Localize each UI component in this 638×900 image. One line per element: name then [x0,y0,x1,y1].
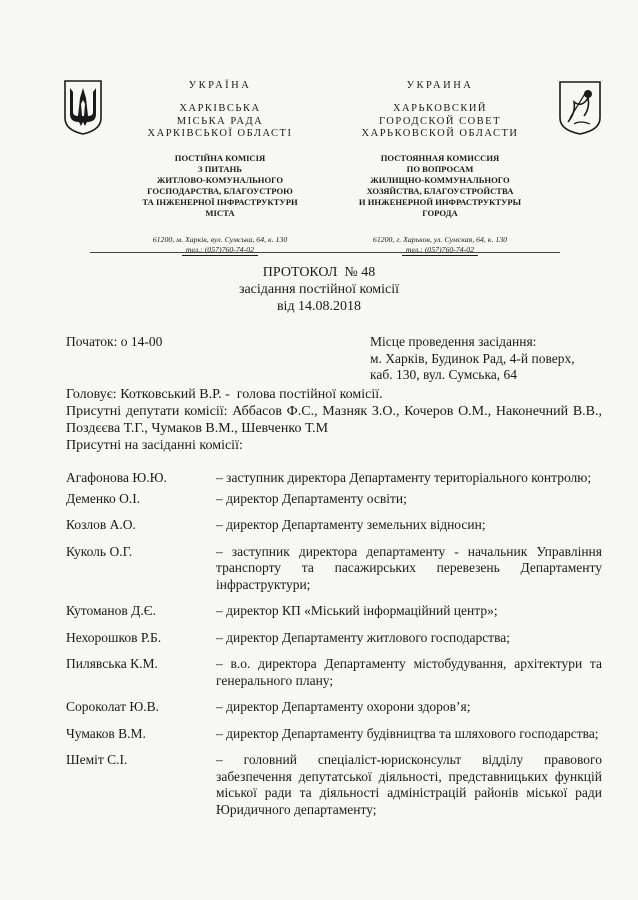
protocol-subtitle: засідання постійної комісії [238,282,400,297]
attendee-role: – в.о. директора Департаменту містобудування, архітектури та генерального плану; [216,656,602,688]
phone-number: тел.: (057)760-74-02 [402,245,478,256]
attendee-role: – головний спеціаліст-юрисконсульт відділу правового забезпечення депутатської діяльності, представницьких функцій міської ради та діяльності адміністрацій районів міської ради Юридичного департаменту; [216,752,602,817]
attendees-list [66,470,602,818]
protocol-date: від 14.08.2018 [276,299,362,314]
attendee-name: Пилявська К.М. [66,656,158,671]
council-line: ХАРКІВСЬКОЇ ОБЛАСТІ [147,128,293,139]
header-ukrainian [110,80,330,256]
commission-line: ПОСТОЯННАЯ КОМИССИЯ [380,152,500,163]
commission-name-ua [110,153,330,219]
council-line: ХАРЬКОВСКОЙ ОБЛАСТИ [361,128,519,139]
present-deputies: Присутні депутати комісії: Аббасов Ф.С., Мазняк З.О., Кочеров О.М., Наконечний В.В., Поздєєва Т.Г., Чумаков В.М., Шевченко Т.М [66,404,602,436]
phone-number: тел.: (057)760-74-02 [182,245,258,256]
attendee-name: Козлов А.О. [66,517,136,532]
attendee-name: Кутоманов Д.Є. [66,603,156,618]
country-name-ua: УКРАЇНА [188,80,252,91]
attendee-role: – заступник директора Департаменту територіального контролю; [216,470,592,485]
attending-heading: Присутні на засіданні комісії: [66,438,243,453]
start-time: Початок: о 14-00 [66,334,163,349]
attendee-name: Деменко О.І. [66,490,141,506]
commission-line: ЖИТЛОВО-КОМУНАЛЬНОГО [156,174,284,185]
list-item [66,656,602,689]
list-item [66,603,602,620]
list-item [66,699,602,716]
council-line: ХАРКІВСЬКА [179,103,261,114]
attendee-role: – заступник директора департаменту - начальник Управління транспорту та пасажирських перевезень Департаменту інфраструктури; [216,543,602,592]
commission-line: ЖИЛИЩНО-КОММУНАЛЬНОГО [370,174,510,185]
place-line: Місце проведення засідання: [370,334,537,349]
council-line: МІСЬКА РАДА [176,115,264,127]
list-item [66,726,602,743]
protocol-number: ПРОТОКОЛ № 48 [262,265,376,280]
chair-line: Головує: Котковський В.Р. - голова постійної комісії. [66,387,383,402]
commission-line: МІСТА [205,207,235,218]
country-name-ru: УКРАИНА [406,80,474,91]
attendee-name: Нехорошков Р.Б. [66,629,162,645]
list-item [66,491,602,508]
list-item [66,470,602,487]
commission-line: ПО ВОПРОСАМ [406,163,474,174]
ukraine-trident-emblem-icon [62,78,104,136]
list-item [66,517,602,534]
council-name-ru [330,103,550,141]
attendee-name: Сороколат Ю.В. [66,699,159,714]
intro-section [66,386,602,454]
commission-line: ГОРОДА [422,207,458,218]
attendee-role: – директор Департаменту житлового господарства; [216,629,511,645]
header-divider [90,252,560,253]
attendee-name: Куколь О.Г. [66,543,133,559]
header-russian [330,80,550,256]
attendee-role: – директор Департаменту земельних відносин; [216,517,486,532]
meeting-place [370,334,575,384]
kharkiv-coat-of-arms-icon [556,78,604,136]
commission-line: ТА ІНЖЕНЕРНОЇ ІНФРАСТРУКТУРИ [142,196,298,207]
place-line: м. Харків, Будинок Рад, 4-й поверх, [370,350,575,366]
attendee-role: – директор Департаменту освіти; [216,490,407,506]
protocol-title [0,264,638,315]
list-item [66,630,602,647]
commission-line: З ПИТАНЬ [198,163,242,174]
council-line: ГОРОДСКОЙ СОВЕТ [378,115,502,127]
attendee-name: Шеміт С.І. [66,752,128,767]
attendee-role: – директор Департаменту охорони здоров’я; [216,699,471,714]
address-line: 61200, г. Харьков, ул. Сумская, 64, к. 130 [372,234,508,244]
attendee-name: Чумаков В.М. [66,725,146,741]
place-line: каб. 130, вул. Сумська, 64 [370,367,518,382]
council-name-ua [110,103,330,141]
commission-line: И ИНЖЕНЕРНОЙ ИНФРАСТРУКТУРЫ [358,196,522,207]
list-item [66,544,602,594]
commission-line: ПОСТІЙНА КОМІСІЯ [174,152,266,163]
council-line: ХАРЬКОВСКИЙ [392,103,488,114]
attendee-role: – директор Департаменту будівництва та шляхового господарства; [216,725,599,741]
list-item [66,752,602,818]
commission-line: ГОСПОДАРСТВА, БЛАГОУСТРОЮ [147,185,293,196]
attendee-name: Агафонова Ю.Ю. [66,470,167,485]
commission-name-ru [330,153,550,219]
attendee-role: – директор КП «Міський інформаційний центр»; [216,603,498,618]
commission-line: ХОЗЯЙСТВА, БЛАГОУСТРОЙСТВА [366,185,514,196]
address-line: 61200, м. Харків, вул. Сумська, 64, к. 130 [152,234,288,244]
